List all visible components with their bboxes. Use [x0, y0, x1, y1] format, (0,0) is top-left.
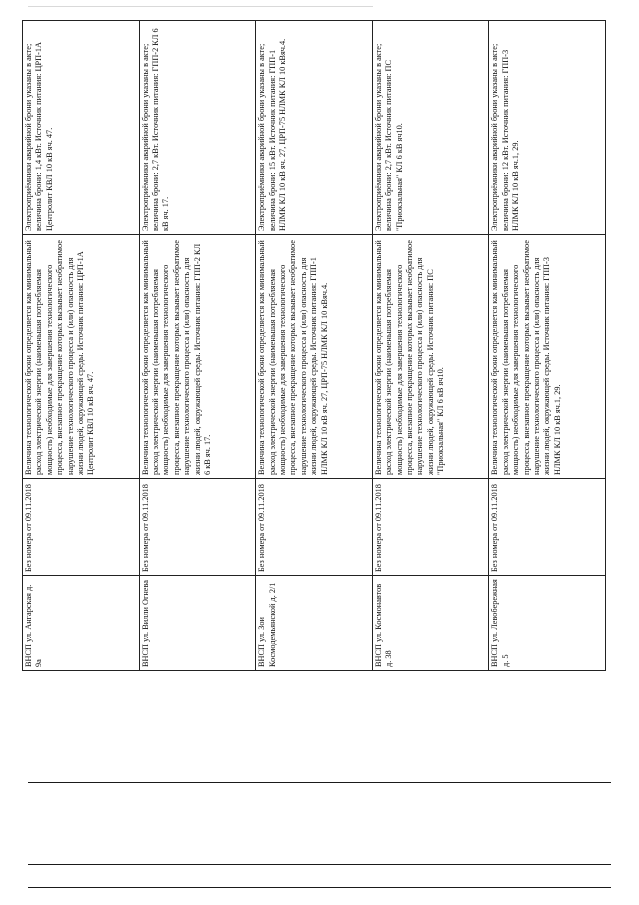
emergency-reserve-note-cell: Электроприёмники аварийной брони указаны в акте; величина брони: 2,7 кВт. Источник питания: ГПП-2 КЛ 6 кВ яч. 17.	[139, 21, 256, 235]
emergency-reserve-note-cell: Электроприёмники аварийной брони указаны в акте; величина брони: 1,4 кВт. Источник питания: ЦРП-1А Центролит КВЛ 10 кВ яч. 47.	[23, 21, 140, 235]
act-reference-cell: Без номера от 09.11.2018	[139, 479, 256, 576]
rotated-table-container	[22, 21, 606, 671]
tech-reserve-description-cell: Величина технологической брони определяется как минимальный расход электрической энергии (наименьшая потребляемая мощность) необходимые для завершения технологического процесса, внезапное прекращение которых вызывает необратимое нарушение технологического процесса и (или) опасность для жизни людей, окружающей среды. Источник питания: ГПП-1 НЛМК КЛ 10 кВ яч. 27, ЦРП-75 НЛМК КЛ 10 кВяч.4.	[256, 235, 373, 479]
object-name-cell: ВНСП ул. Космонавтов д. 38	[372, 576, 489, 671]
table-row	[372, 21, 489, 671]
table-row	[489, 21, 606, 671]
horizontal-rule	[28, 782, 611, 783]
emergency-reserve-note-cell: Электроприёмники аварийной брони указаны в акте; величина брони: 12 кВт. Источник питания: ГПП-3 НЛМК КЛ 10 кВ яч.1, 29.	[489, 21, 606, 235]
horizontal-rule	[28, 887, 611, 888]
tech-reserve-description-cell: Величина технологической брони определяется как минимальный расход электрической энергии (наименьшая потребляемая мощность) необходимые для завершения технологического процесса, внезапное прекращение которых вызывает необратимое нарушение технологического процесса и (или) опасность для жизни людей, окружающей среды. Источник питания: ЦРП-1А Центролит КВЛ 10 кВ яч. 47.	[23, 235, 140, 479]
object-name-cell: ВНСП ул. Вилли Огнева	[139, 576, 256, 671]
horizontal-rule	[28, 864, 611, 865]
emergency-reserve-note-cell: Электроприёмники аварийной брони указаны в акте; величина брони: 15 кВт. Источник питания: ГПП-1 НЛМК КЛ 10 кВ яч. 27, ЦРП-75 НЛМК КЛ 10 кВяч.4.	[256, 21, 373, 235]
tech-reserve-description-cell: Величина технологической брони определяется как минимальный расход электрической энергии (наименьшая потребляемая мощность) необходимые для завершения технологического процесса, внезапное прекращение которых вызывает необратимое нарушение технологического процесса и (или) опасность для жизни людей, окружающей среды. Источник питания: ГПП-3 НЛМК КЛ 10 кВ яч.1, 29.	[489, 235, 606, 479]
rotated-table-area	[22, 21, 606, 671]
scan-edge-line	[28, 6, 373, 7]
act-reference-cell: Без номера от 09.11.2018	[489, 479, 606, 576]
object-name-cell: ВНСП ул. Зои Космодемьянской д. 2/1	[256, 576, 373, 671]
act-reference-cell: Без номера от 09.11.2018	[23, 479, 140, 576]
object-name-cell: ВНСП ул. Ангарская д. 9а	[23, 576, 140, 671]
backup-power-table	[22, 20, 606, 671]
act-reference-cell: Без номера от 09.11.2018	[256, 479, 373, 576]
object-name-cell: ВНСП ул. Левобережная д. 5	[489, 576, 606, 671]
table-row	[139, 21, 256, 671]
tech-reserve-description-cell: Величина технологической брони определяется как минимальный расход электрической энергии (наименьшая потребляемая мощность) необходимые для завершения технологического процесса, внезапное прекращение которых вызывает необратимое нарушение технологического процесса и (или) опасность для жизни людей, окружающей среды. Источник питания: ГПП-2 КЛ 6 кВ яч. 17.	[139, 235, 256, 479]
emergency-reserve-note-cell: Электроприёмники аварийной брони указаны в акте; величина брони: 2,7 кВт. Источник питания: ПС "Приокзальная" КЛ 6 кВ яч10.	[372, 21, 489, 235]
table-row	[256, 21, 373, 671]
tech-reserve-description-cell: Величина технологической брони определяется как минимальный расход электрической энергии (наименьшая потребляемая мощность) необходимые для завершения технологического процесса, внезапное прекращение которых вызывает необратимое нарушение технологического процесса и (или) опасность для жизни людей, окружающей среды. Источник питания: ПС "Приокзальная" КЛ 6 кВ яч10.	[372, 235, 489, 479]
act-reference-cell: Без номера от 09.11.2018	[372, 479, 489, 576]
table-row	[23, 21, 140, 671]
